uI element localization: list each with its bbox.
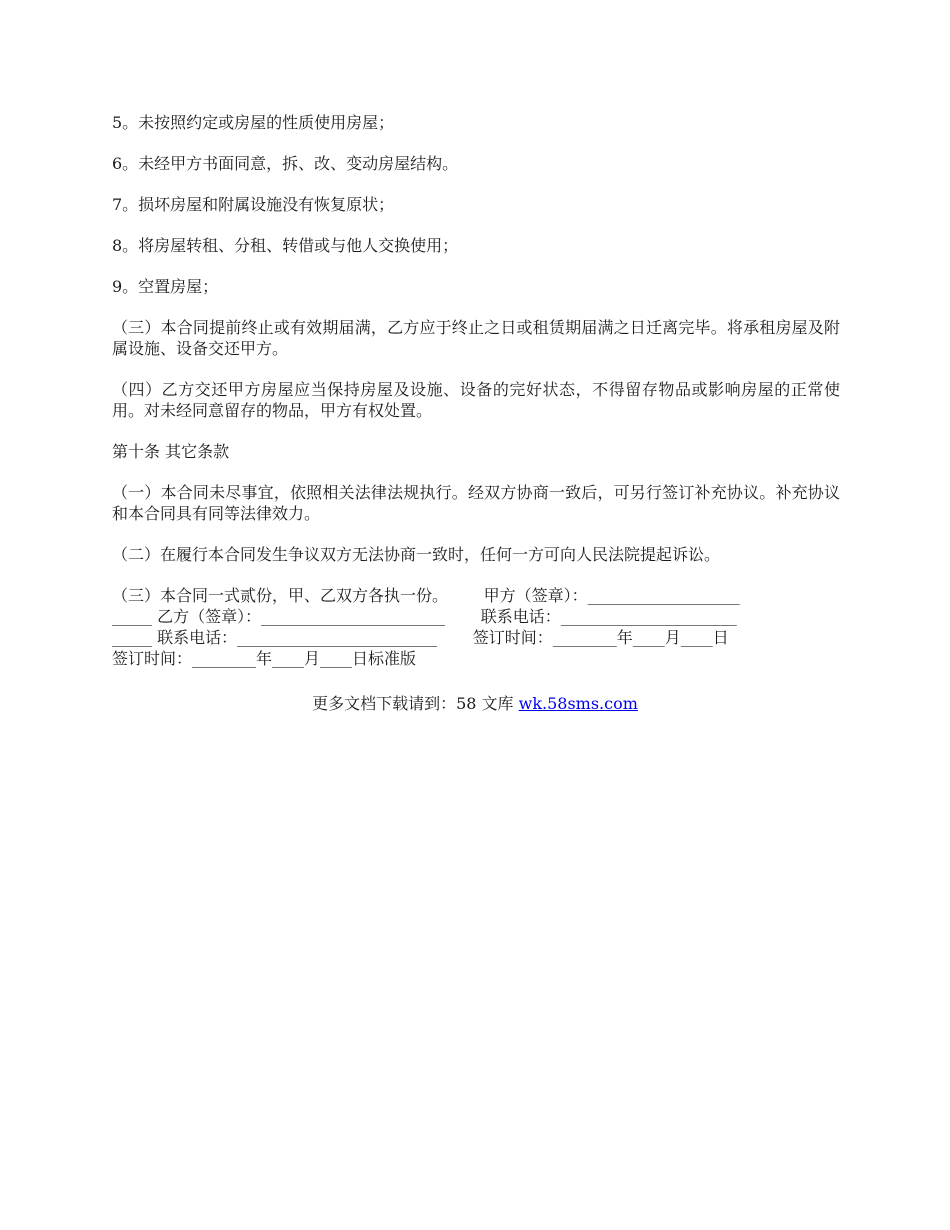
article-10-paragraph-1: （一）本合同未尽事宜，依照相关法律法规执行。经双方协商一致后，可另行签订补充协议。补充协议和本合同具有同等法律效力。	[112, 483, 840, 523]
signature-line-1: （三）本合同一式贰份，甲、乙双方各执一份。 甲方（签章）：___________________	[112, 586, 740, 605]
signature-line-3: _____ 联系电话：_________________________ 签订时间：________年____月____日	[112, 628, 729, 647]
document-body	[112, 112, 840, 687]
article-10-heading: 第十条 其它条款	[112, 442, 230, 461]
clause-item-8: 8。将房屋转租、分租、转借或与他人交换使用；	[112, 236, 459, 255]
footer-prefix: 更多文档下载请到：58 文库	[312, 694, 519, 713]
clause-item-7: 7。损坏房屋和附属设施没有恢复原状；	[112, 195, 395, 214]
signature-line-2: _____ 乙方（签章）：_______________________ 联系电话：______________________	[112, 607, 737, 626]
download-footer	[0, 693, 950, 715]
clause-paragraph-4: （四）乙方交还甲方房屋应当保持房屋及设施、设备的完好状态，不得留存物品或影响房屋的正常使用。对未经同意留存的物品，甲方有权处置。	[112, 380, 840, 420]
footer-link[interactable]: wk.58sms.com	[518, 694, 638, 713]
clause-paragraph-3: （三）本合同提前终止或有效期届满，乙方应于终止之日或租赁期届满之日迁离完毕。将承租房屋及附属设施、设备交还甲方。	[112, 318, 840, 358]
article-10-paragraph-2: （二）在履行本合同发生争议双方无法协商一致时，任何一方可向人民法院提起诉讼。	[112, 545, 721, 564]
clause-item-6: 6。未经甲方书面同意，拆、改、变动房屋结构。	[112, 154, 459, 173]
clause-item-9: 9。空置房屋；	[112, 277, 219, 296]
clause-item-5: 5。未按照约定或房屋的性质使用房屋；	[112, 113, 395, 132]
signature-line-4: 签订时间：________年____月____日标准版	[112, 649, 417, 668]
signature-block	[112, 585, 840, 669]
